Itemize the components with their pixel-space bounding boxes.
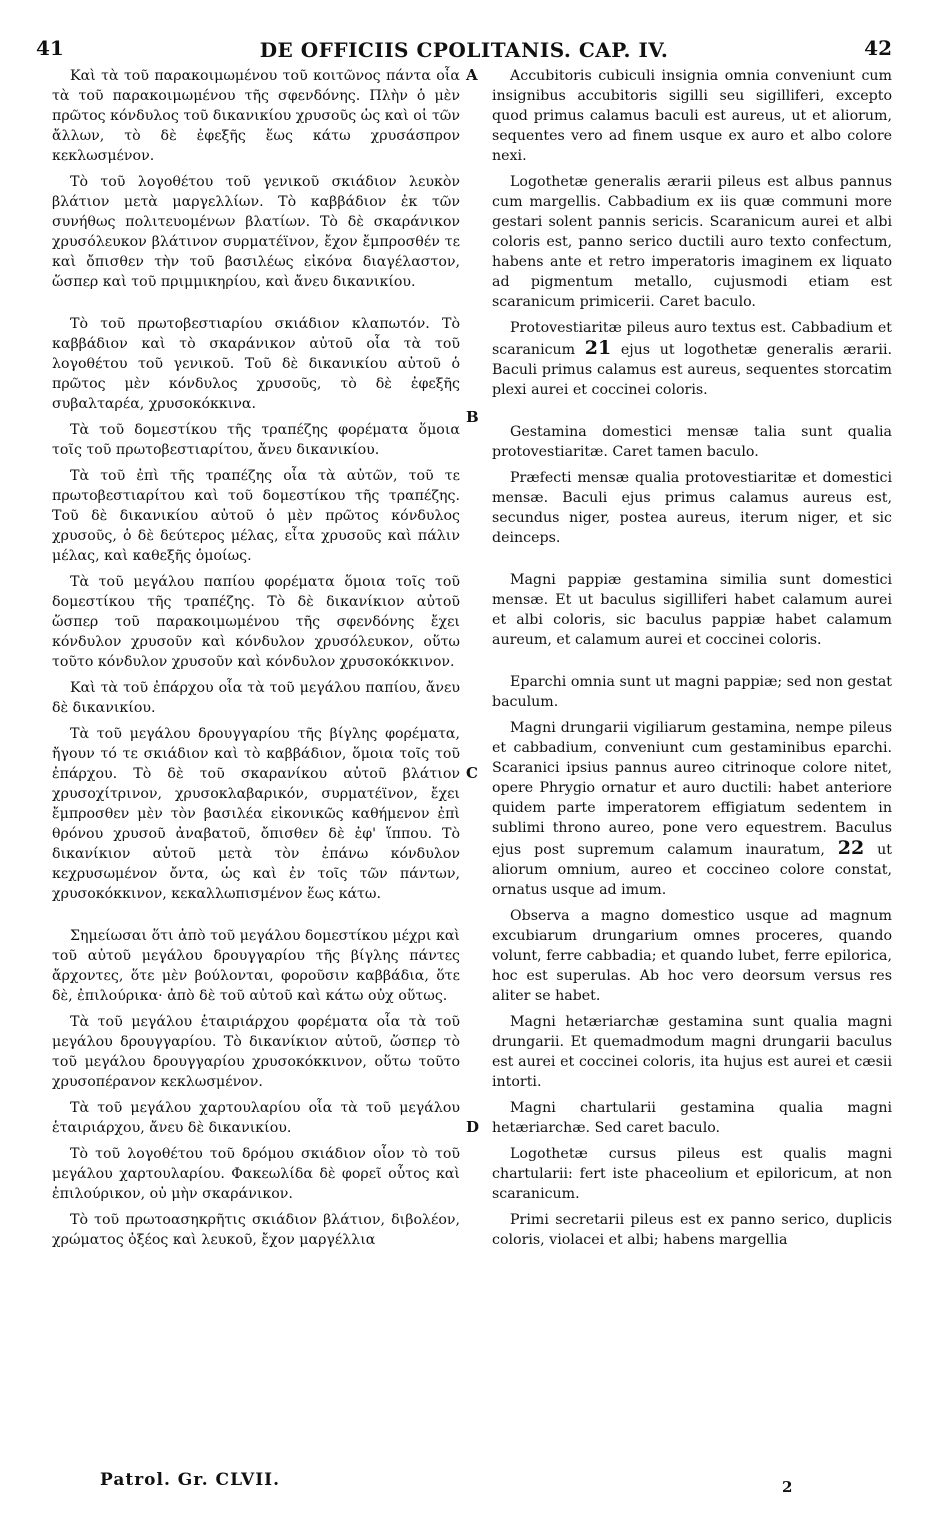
latin-text: ejus ut logothetæ generalis ærarii. Baculi primus calamus est aureus, sequentes storcatim plexi aurei et coccinei coloris. xyxy=(492,342,892,398)
greek-paragraph: Τὸ τοῦ πρωτοβεστιαρίου σκιάδιον κλαπωτόν. Τὸ καββάδιον καὶ τὸ σκαράνικον αὐτοῦ οἷα τὰ τοῦ λογοθέτου τοῦ γενικοῦ. Τοῦ δὲ δικανικίου αὐτοῦ ὁ πρῶτος μὲν κόνδυλος χρυσοῦς, τὸ δὲ ἐφεξῆς συβαλταρέα, χρυσοκόκκινα. xyxy=(52,316,460,412)
greek-paragraph: Καὶ τὰ τοῦ παρακοιμωμένου τοῦ κοιτῶνος πάντα οἷα τὰ τοῦ παρακοιμωμένου τῆς σφενδόνης. Πλὴν ὁ μὲν πρῶτος κόνδυλος τοῦ δικανικίου χρυσοῦς ὡς καὶ οἱ τῶν ἄλλων, τὸ δὲ ἐφεξῆς ἕως κάτω χρυσάσπρον κεκλωσμένον. xyxy=(52,68,460,164)
greek-paragraph: Τὰ τοῦ ἐπὶ τῆς τραπέζης οἷα τὰ αὐτῶν, τοῦ τε πρωτοβεστιαρίτου καὶ τοῦ δομεστίκου τῆς τραπέζης. Τοῦ δὲ δικανικίου αὐτοῦ ὁ μὲν πρῶτος κόνδυλος χρυσοῦς, ὁ δὲ δεύτερος μέλας, εἶτα χρυσοῦς καὶ πάλιν μέλας, καὶ καθεξῆς ὁμοίως. xyxy=(52,468,460,564)
running-title: DE OFFICIIS CPOLITANIS. CAP. IV. xyxy=(259,38,669,62)
latin-paragraph: Accubitoris cubiculi insignia omnia conveniunt cum insignibus accubitoris sigilli seu sigilliferi, excepto quod primus calamus baculi est aureus, ut et aliorum, sequentes vero ad finem usque ex auro et albo colore nexi. xyxy=(492,68,892,164)
greek-paragraph: Τὰ τοῦ μεγάλου παπίου φορέματα ὅμοια τοῖς τοῦ δομεστίκου τῆς τραπέζης. Τὸ δὲ δικανίκιον αὐτοῦ ὥσπερ τοῦ παρακοιμωμένου τῆς σφενδόνης ἔχει κόνδυλον χρυσοῦν καὶ κόνδυλον χρυσόλευκον, οὕτω τοῦτο κόνδυλον χρυσοῦν καὶ κόνδυλον χρυσοκόκκινον. xyxy=(52,574,460,670)
latin-paragraph: Magni chartularii gestamina qualia magni hetæriarchæ. Sed caret baculo. xyxy=(492,1100,892,1136)
latin-paragraph: Magni hetæriarchæ gestamina sunt qualia magni drungarii. Et quemadmodum magni drungarii baculus est aurei et coccinei coloris, ita hujus est aurei et cæsii intorti. xyxy=(492,1014,892,1090)
latin-text: Protovestiaritæ pileus auro textus est. Cabbadium et scaranicum xyxy=(492,320,892,358)
margin-marker-d: D xyxy=(466,1118,480,1136)
greek-paragraph: Τὰ τοῦ μεγάλου χαρτουλαρίου οἷα τὰ τοῦ μεγάλου ἑταιριάρχου, ἄνευ δὲ δικανικίου. xyxy=(52,1100,460,1136)
latin-text: ut aliorum omnium, aureo et coccineo colore constat, ornatus usque ad imum. xyxy=(492,842,892,898)
column-number: 22 xyxy=(837,837,865,859)
latin-paragraph: Logothetæ cursus pileus est qualis magni chartularii: fert iste phaceolium et epiloricum, at non scaranicum. xyxy=(492,1146,892,1202)
greek-paragraph: Τὸ τοῦ λογοθέτου τοῦ γενικοῦ σκιάδιον λευκὸν βλάτιον μετὰ μαργελλίων. Τὸ καββάδιον ἐκ τῶν συνήθως πολιτευομένων βλατίων. Τὸ δὲ σκαράνικον χρυσόλευκον βλάτινον συρματέϊνον, ἔχον ἔμπροσθέν τε καὶ ὄπισθεν τὴν τοῦ βασιλέως εἰκόνα διαγέλαστον, ὥσπερ καὶ τοῦ πριμμικηρίου, καὶ ἄνευ δικανικίου. xyxy=(52,174,460,290)
greek-paragraph: Τὸ τοῦ λογοθέτου τοῦ δρόμου σκιάδιον οἷον τὸ τοῦ μεγάλου χαρτουλαρίου. Φακεωλίδα δὲ φορεῖ οὗτος καὶ ἐπιλούρικον, οὐ μὴν σκαράνικον. xyxy=(52,1146,460,1202)
latin-paragraph xyxy=(492,718,892,900)
latin-paragraph: Eparchi omnia sunt ut magni pappiæ; sed non gestat baculum. xyxy=(492,674,892,710)
margin-marker-b: B xyxy=(466,408,479,426)
latin-paragraph: Magni pappiæ gestamina similia sunt domestici mensæ. Et ut baculus sigilliferi habet calamum aurei et albi coloris, sic baculus pappiæ habet calamum aureum, et calamum aurei et coccinei coloris. xyxy=(492,572,892,648)
signature-mark: 2 xyxy=(782,1478,793,1496)
latin-column xyxy=(492,66,892,1460)
greek-column xyxy=(52,66,460,1460)
greek-paragraph: Τὰ τοῦ μεγάλου δρουγγαρίου τῆς βίγλης φορέματα, ἤγουν τό τε σκιάδιον καὶ τὸ καββάδιον, ὅμοια τοῖς τοῦ ἐπάρχου. Τὸ δὲ τοῦ σκαρανίκου αὐτοῦ βλάτιον χρυσοχίτρινον, χρυσοκλαβαρικόν, συρματέϊνον, ἔχει ἔμπροσθεν μὲν τὸν βασιλέα εἰκονικῶς καθήμενον ἐπὶ θρόνου χρυσοῦ ἀναβατοῦ, ὄπισθεν δὲ ἐφ' ἵππου. Τὸ δικανίκιον αὐτοῦ μετὰ τὸν ἐπάνω κόνδυλον κεχρυσωμένον ὄντα, ὡς καὶ ἐν τοῖς τῶν πάντων, χρυσοκόκκινον, κεκαλλωπισμένον ἕως κάτω. xyxy=(52,726,460,902)
greek-paragraph: Τὰ τοῦ δομεστίκου τῆς τραπέζης φορέματα ὅμοια τοῖς τοῦ πρωτοβεστιαρίτου, ἄνευ δικανικίου. xyxy=(52,422,460,458)
latin-paragraph xyxy=(492,318,892,400)
greek-paragraph: Καὶ τὰ τοῦ ἐπάρχου οἷα τὰ τοῦ μεγάλου παπίου, ἄνευ δὲ δικανικίου. xyxy=(52,680,460,716)
latin-paragraph: Gestamina domestici mensæ talia sunt qualia protovestiaritæ. Caret tamen baculo. xyxy=(492,424,892,460)
latin-paragraph: Primi secretarii pileus est ex panno serico, duplicis coloris, violacei et albi; habens margellia xyxy=(492,1212,892,1248)
greek-paragraph: Τὸ τοῦ πρωτοασηκρῆτις σκιάδιον βλάτιον, διβολέον, χρώματος ὀξέος καὶ λευκοῦ, ἔχον μαργέλλια xyxy=(52,1212,460,1248)
column-number: 21 xyxy=(584,337,612,359)
volume-footer: Patrol. Gr. CLVII. xyxy=(100,1470,281,1490)
margin-marker-a: A xyxy=(466,66,478,84)
page-number-right: 42 xyxy=(864,36,892,60)
greek-paragraph: Σημείωσαι ὅτι ἀπὸ τοῦ μεγάλου δομεστίκου μέχρι καὶ τοῦ αὐτοῦ μεγάλου δρουγγαρίου τῆς βίγλης πάντες ἄρχοντες, ὅτε μὲν βούλονται, φοροῦσιν καββάδια, ὅτε δὲ, ἐπιλούρικα· ἀπὸ δὲ τοῦ αὐτοῦ καὶ κάτω οὐχ οὕτως. xyxy=(52,928,460,1004)
latin-text: Magni drungarii vigiliarum gestamina, nempe pileus et cabbadium, conveniunt cum gestaminibus eparchi. Scaranici ipsius pannus aureo citrinoque colore nitet, opere Phrygio ornatur et auro ductili: habet anteriore quidem parte imperatorem effigiatum sedentem in sublimi throno aureo, pone vero equestrem. Baculus ejus post supremum calamum inauratum, xyxy=(492,720,892,858)
latin-paragraph: Præfecti mensæ qualia protovestiaritæ et domestici mensæ. Baculi ejus primus calamus aureus est, secundus niger, postea aureus, iterum niger, et sic deinceps. xyxy=(492,470,892,546)
page-number-left: 41 xyxy=(36,36,64,60)
greek-paragraph: Τὰ τοῦ μεγάλου ἑταιριάρχου φορέματα οἷα τὰ τοῦ μεγάλου δρουγγαρίου. Τὸ δικανίκιον αὐτοῦ, ὥσπερ τὸ τοῦ μεγάλου δρουγγαρίου χρυσοκόκκινον, οὕτω τοῦτο χρυσοπέρανον κεκλωσμένον. xyxy=(52,1014,460,1090)
margin-marker-c: C xyxy=(466,764,478,782)
running-header xyxy=(36,36,892,66)
latin-paragraph: Logothetæ generalis ærarii pileus est albus pannus cum margellis. Cabbadium ex iis quæ communi more gestari solent pannis sericis. Scaranicum aurei et albi coloris est, panno serico ductili auro texto confectum, habens ante et retro imperatoris imaginem ex liquato ad pigmentum metallo, cujusmodi etiam est scaranicum primicerii. Caret baculo. xyxy=(492,174,892,310)
latin-paragraph: Observa a magno domestico usque ad magnum excubiarum drungarium omnes proceres, quando volunt, ferre cabbadia; et quando lubet, ferre epilorica, hoc est superulas. Ab hoc vero deorsum versus res aliter se habet. xyxy=(492,908,892,1004)
